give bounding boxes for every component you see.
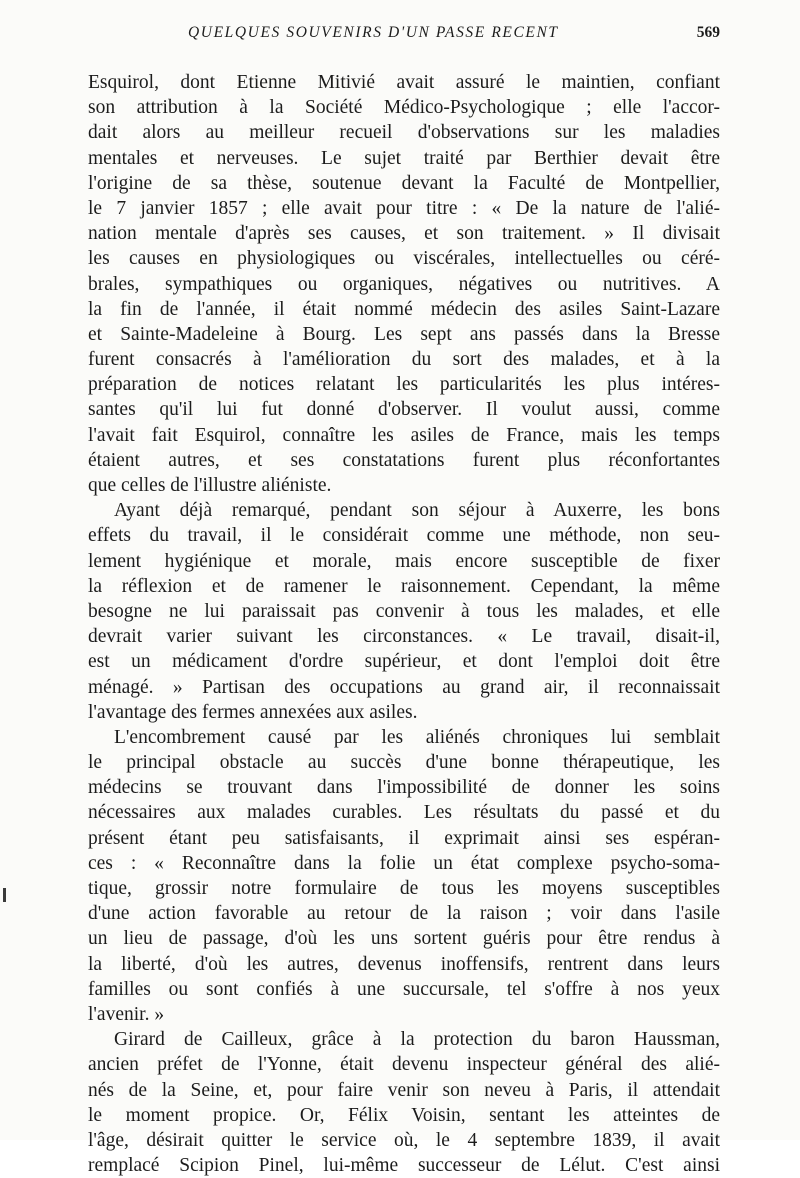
text-line: besogne ne lui paraissait pas convenir à tous les malades, et elle: [88, 600, 720, 622]
text-line: devrait varier suivant les circonstances. « Le travail, disait-il,: [88, 626, 720, 648]
text-line: ancien préfet de l'Yonne, était devenu inspecteur général des alié-: [88, 1054, 720, 1076]
text-line: le 7 janvier 1857 ; elle avait pour titre : « De la nature de l'alié-: [88, 197, 720, 219]
paragraph-end-line: l'avantage des fermes annexées aux asiles.: [88, 701, 418, 723]
text-line: le principal obstacle au succès d'une bonne thérapeutique, les: [88, 752, 720, 774]
text-line: l'origine de sa thèse, soutenue devant la Faculté de Montpellier,: [88, 172, 720, 194]
text-line: lement hygiénique et morale, mais encore susceptible de fixer: [88, 550, 720, 572]
text-line: ménagé. » Partisan des occupations au grand air, il reconnaissait: [88, 676, 720, 698]
text-line: et Sainte-Madeleine à Bourg. Les sept ans passés dans la Bresse: [88, 323, 720, 345]
text-line: l'avait fait Esquirol, connaître les asiles de France, mais les temps: [88, 424, 720, 446]
text-line: remplacé Scipion Pinel, lui-même successeur de Lélut. C'est ainsi: [88, 1155, 720, 1177]
text-line: dait alors au meilleur recueil d'observations sur les maladies: [88, 122, 720, 144]
text-line: préparation de notices relatant les particularités les plus intéres-: [88, 374, 720, 396]
paragraph-start-line: Ayant déjà remarqué, pendant son séjour à Auxerre, les bons: [114, 500, 720, 522]
running-title: QUELQUES SOUVENIRS D'UN PASSE RECENT: [188, 24, 559, 41]
text-line: un lieu de passage, d'où les uns sortent guéris pour être rendus à: [88, 928, 720, 950]
text-line: nécessaires aux malades curables. Les résultats du passé et du: [88, 802, 720, 824]
text-line: est un médicament d'ordre supérieur, et dont l'emploi doit être: [88, 651, 720, 673]
text-line: furent consacrés à l'amélioration du sort des malades, et à la: [88, 349, 720, 371]
paragraph-end-line: l'avenir. »: [88, 1003, 165, 1025]
text-line: la fin de l'année, il était nommé médecin des asiles Saint-Lazare: [88, 298, 720, 320]
page-number: 569: [696, 24, 720, 41]
paragraph-start-line: L'encombrement causé par les aliénés chroniques lui semblait: [114, 726, 720, 748]
text-line: familles ou sont confiés à une succursale, tel s'offre à nos yeux: [88, 978, 720, 1000]
text-line: la réflexion et de ramener le raisonnement. Cependant, la même: [88, 575, 720, 597]
text-line: mentales et nerveuses. Le sujet traité par Berthier devait être: [88, 147, 720, 169]
running-head: [88, 24, 720, 50]
text-line: d'une action favorable au retour de la raison ; voir dans l'asile: [88, 903, 720, 925]
text-line: effets du travail, il le considérait comme une méthode, non seu-: [88, 525, 720, 547]
text-line: Esquirol, dont Etienne Mitivié avait assuré le maintien, confiant: [88, 72, 720, 93]
text-line: son attribution à la Société Médico-Psychologique ; elle l'accor-: [88, 97, 720, 119]
body-text: [88, 70, 720, 1178]
text-line: étaient autres, et ses constatations furent plus réconfortantes: [88, 449, 720, 471]
paragraph-start-line: Girard de Cailleux, grâce à la protection du baron Haussman,: [114, 1029, 720, 1051]
text-line: santes qu'il lui fut donné d'observer. Il voulut aussi, comme: [88, 399, 720, 421]
text-line: nation mentale d'après ses causes, et son traitement. » Il divisait: [88, 223, 720, 245]
text-line: l'âge, désirait quitter le service où, le 4 septembre 1839, il avait: [88, 1129, 720, 1151]
text-line: nés de la Seine, et, pour faire venir son neveu à Paris, il attendait: [88, 1079, 720, 1101]
text-line: la liberté, d'où les autres, devenus inoffensifs, rentrent dans leurs: [88, 953, 720, 975]
text-line: brales, sympathiques ou organiques, négatives ou nutritives. A: [88, 273, 720, 295]
scan-margin-mark: [3, 888, 6, 902]
text-line: présent étant peu satisfaisants, il exprimait ainsi ses espéran-: [88, 827, 720, 849]
text-line: tique, grossir notre formulaire de tous les moyens susceptibles: [88, 878, 720, 899]
text-line: le moment propice. Or, Félix Voisin, sentant les atteintes de: [88, 1104, 720, 1126]
text-line: médecins se trouvant dans l'impossibilité de donner les soins: [88, 777, 720, 799]
text-line: les causes en physiologiques ou viscérales, intellectuelles ou céré-: [88, 248, 720, 270]
text-line: ces : « Reconnaître dans la folie un état complexe psycho-soma-: [88, 852, 720, 874]
paragraph-end-line: que celles de l'illustre aliéniste.: [88, 475, 332, 496]
